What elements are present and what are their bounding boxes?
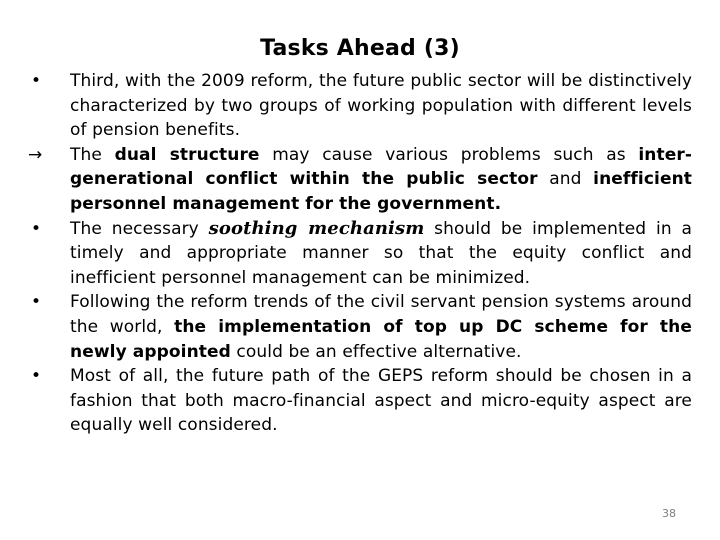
bullet-item-1 [28,69,692,143]
bold-phrase: the implementation of top up DC scheme for the newly appointed [70,316,692,362]
bullet-text-segment: should be implemented in a timely and appropriate manner so that the equity conflict and inefficient personnel management can be minimized. [70,218,693,288]
arrow-marker: → [28,144,43,165]
bullet-item-5 [28,364,692,438]
page-number: 38 [662,507,676,520]
bullet-text-segment: could be an effective alternative. [230,341,522,362]
bullet-item-4 [28,290,692,364]
bullet-marker: • [31,71,42,91]
bullet-text-segment: Following the reform trends of the civil servant pension systems around the world, [70,292,692,337]
bullet-text-segment: The [70,144,115,165]
italic-phrase: soothing mechanism [208,217,425,239]
bullet-text-segment: The necessary [70,218,209,239]
bold-phrase: inefficient personnel management for the government. [70,169,693,214]
bold-phrase: dual structure [114,144,260,165]
bullet-marker: • [31,218,42,239]
bullet-item-3 [28,217,692,291]
bold-phrase: inter-generational conflict within the public sector [70,144,693,190]
bullet-text-segment: and [537,169,594,190]
bullet-marker: • [31,292,42,313]
page-title: Tasks Ahead (3) [260,36,460,61]
bullet-text: Most of all, the future path of the GEPS reform should be chosen in a fashion that both macro-financial aspect and micro-equity aspect are equally well considered. [70,366,692,436]
bullet-text: Third, with the 2009 reform, the future public sector will be distinctively characterized by two groups of working population with different levels of pension benefits. [70,71,692,141]
bullet-item-2 [28,143,692,217]
bullet-marker: • [31,366,42,387]
bullet-text-segment: may cause various problems such as [259,144,639,165]
bullet-list [28,69,692,438]
